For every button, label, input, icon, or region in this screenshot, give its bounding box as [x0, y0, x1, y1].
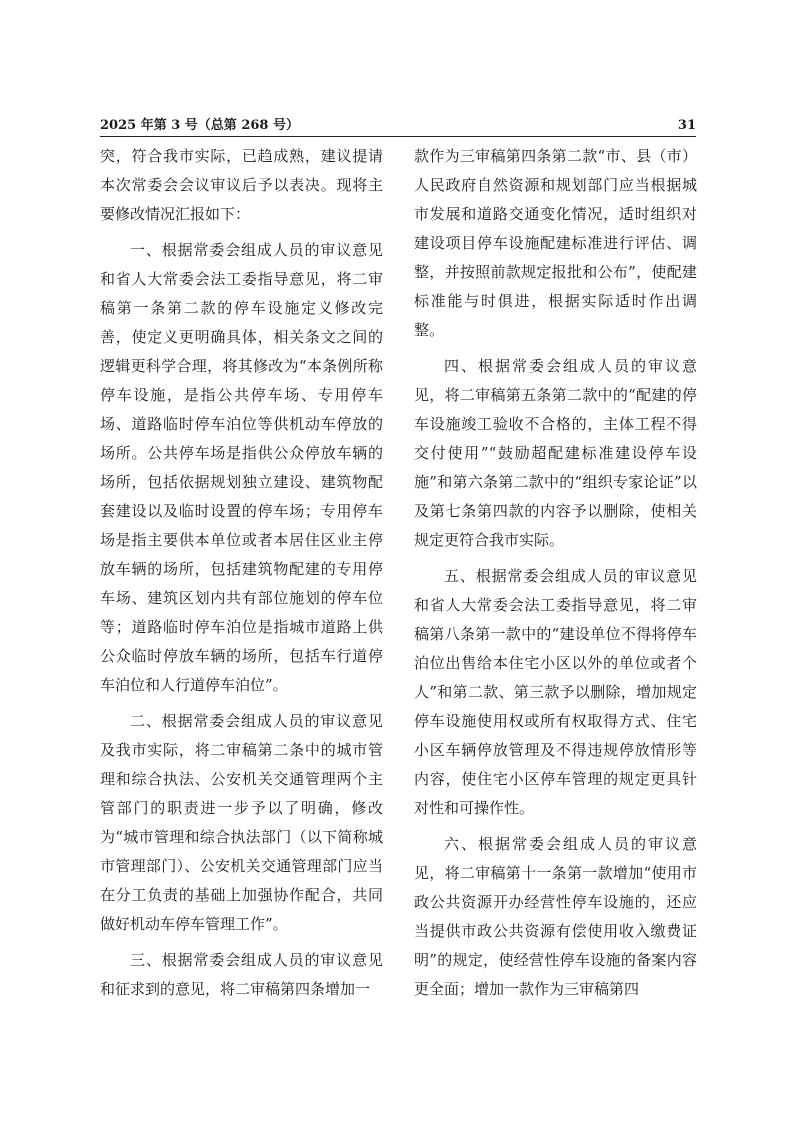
issue-label: 2025 年第 3 号（总第 268 号） [100, 118, 299, 133]
page-header [100, 116, 696, 136]
header-rule [100, 136, 696, 137]
paragraph-continuation: 款作为三审稿第四条第二款“市、县（市）人民政府自然资源和规划部门应当根据城市发展和道路交通变化情况，适时组织对建设项目停车设施配建标准进行评估、调整，并按照前款规定报批和公布”，使配建标准能与时俱进，根据实际适时作出调整。 [414, 147, 697, 339]
left-column [100, 142, 383, 1004]
paragraph-item-2: 二、根据常委会组成人员的审议意见及我市实际，将二审稿第二条中的城市管理和综合执法、公安机关交通管理两个主管部门的职责进一步予以了明确，修改为“城市管理和综合执法部门（以下简称城市管理部门）、公安机关交通管理部门应当在分工负责的基础上加强协作配合，共同做好机动车停车管理工作”。 [100, 712, 383, 933]
paragraph-item-3: 三、根据常委会组成人员的审议意见和征求到的意见，将二审稿第四条增加一 [100, 951, 383, 998]
paragraph-item-5: 五、根据常委会组成人员的审议意见和省人大常委会法工委指导意见，将二审稿第八条第一款中的“建设单位不得将停车泊位出售给本住宅小区以外的单位或者个人”和第二款、第三款予以删除，增加规定停车设施使用权或所有权取得方式、住宅小区车辆停放管理及不得违规停放情形等内容，使住宅小区停车管理的规定更具针对性和可操作性。 [414, 567, 697, 817]
paragraph-item-6: 六、根据常委会组成人员的审议意见，将二审稿第十一条第一款增加“使用市政公共资源开办经营性停车设施的，还应当提供市政公共资源有偿使用收入缴费证明”的规定，使经营性停车设施的备案内容更全面；增加一款作为三审稿第四 [414, 835, 697, 998]
paragraph-continuation: 突，符合我市实际，已趋成熟，建议提请本次常委会会议审议后予以表决。现将主要修改情况汇报如下： [100, 147, 383, 223]
page-number: 31 [677, 118, 696, 133]
paragraph-item-1: 一、根据常委会组成人员的审议意见和省人大常委会法工委指导意见，将二审稿第一条第二款的停车设施定义修改完善，使定义更明确具体，相关条文之间的逻辑更科学合理，将其修改为“本条例所称停车设施，是指公共停车场、专用停车场、道路临时停车泊位等供机动车停放的场所。公共停车场是指供公众停放车辆的场所，包括依据规划独立建设、建筑物配套建设以及临时设置的停车场；专用停车场是指主要供本单位或者本居住区业主停放车辆的场所，包括建筑物配建的专用停车场、建筑区划内共有部位施划的停车位等；道路临时停车泊位是指城市道路上供公众临时停放车辆的场所，包括车行道停车泊位和人行道停车泊位”。 [100, 241, 383, 694]
right-column [414, 142, 697, 1004]
paragraph-item-4: 四、根据常委会组成人员的审议意见，将二审稿第五条第二款中的“配建的停车设施竣工验收不合格的，主体工程不得交付使用”“鼓励超配建标准建设停车设施”和第六条第二款中的“组织专家论证”以及第七条第四款的内容予以删除，使相关规定更符合我市实际。 [414, 357, 697, 549]
